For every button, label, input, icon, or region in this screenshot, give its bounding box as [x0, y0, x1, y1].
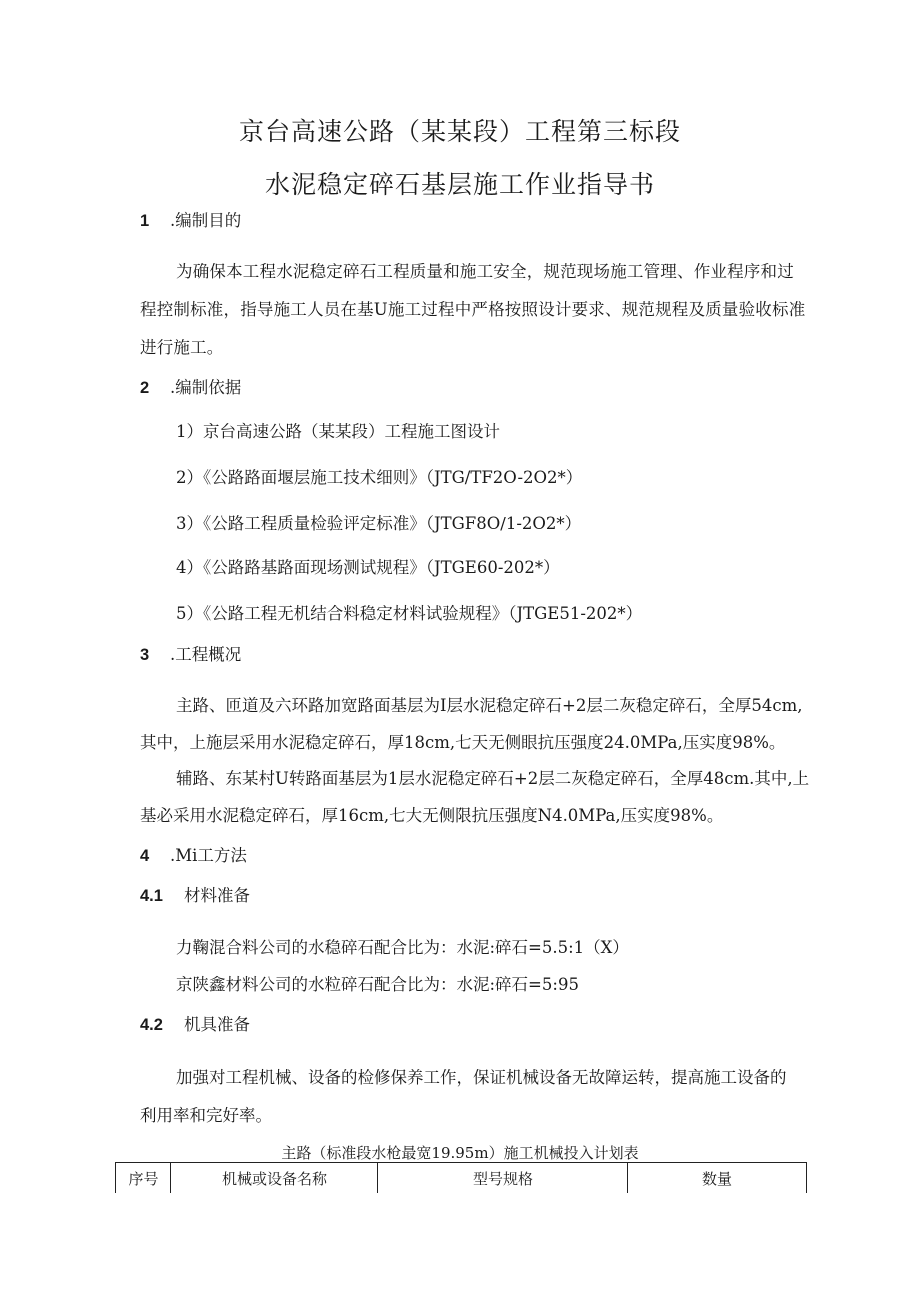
paragraph-line: 为确保本工程水泥稳定碎石工程质量和施工安全，规范现场施工管理、作业程序和过 — [176, 262, 794, 281]
document-title-project: 京台高速公路（某某段）工程第三标段 — [238, 117, 681, 146]
section-4-1-heading — [140, 886, 250, 906]
paragraph-line: 辅路、东某村U转路面基层为1层水泥稳定碎石+2层二灰稳定碎石，全厚48cm.其中,上 — [176, 769, 810, 788]
section-number: 4.1 — [140, 887, 163, 905]
section-number: 4 — [140, 847, 150, 865]
paragraph-line: 京陕鑫材料公司的水粒碎石配合比为：水泥:碎石=5:95 — [176, 975, 579, 994]
paragraph-line: 力鞠混合料公司的水稳碎石配合比为：水泥:碎石=5.5:1（X） — [176, 938, 629, 957]
paragraph-line: 利用率和完好率。 — [140, 1106, 272, 1125]
section-4-2-heading — [140, 1015, 250, 1035]
table-header-cell: 型号规格 — [377, 1163, 628, 1193]
section-label: .编制依据 — [170, 378, 242, 397]
reference-item: 5）《公路工程无机结合料稳定材料试验规程》（JTGE51-202*） — [176, 604, 643, 623]
section-4-heading — [140, 846, 247, 866]
table-caption: 主路（标准段水枪最宽19.95m）施工机械投入计划表 — [281, 1144, 639, 1162]
reference-item: 3）《公路工程质量检验评定标准》（JTGF8O∕1-2O2*） — [176, 514, 582, 533]
paragraph-line: 主路、匝道及六环路加宽路面基层为I层水泥稳定碎石+2层二灰稳定碎石，全厚54cm, — [176, 696, 803, 715]
table-header-cell: 序号 — [115, 1163, 171, 1193]
machinery-table — [115, 1162, 807, 1193]
table-header-cell: 机械或设备名称 — [170, 1163, 378, 1193]
section-number: 4.2 — [140, 1016, 163, 1034]
section-number: 2 — [140, 379, 150, 397]
section-label: 机具准备 — [184, 1015, 250, 1034]
paragraph-line: 基必采用水泥稳定碎石，厚16cm,七大无侧限抗压强度N4.0MPa,压实度98%。 — [140, 806, 724, 825]
reference-item: 1）京台高速公路（某某段）工程施工图设计 — [176, 422, 500, 441]
paragraph-line: 程控制标准，指导施工人员在基U施工过程中严格按照设计要求、规范规程及质量验收标准 — [140, 300, 806, 319]
section-number: 1 — [140, 212, 150, 230]
reference-item: 4）《公路路基路面现场测试规程》（JTGE60-202*） — [176, 558, 560, 577]
reference-item: 2）《公路路面堰层施工技术细则》（JTG/TF2O-2O2*） — [176, 468, 583, 487]
section-2-heading — [140, 378, 241, 398]
table-header-cell: 数量 — [627, 1163, 807, 1193]
section-label: .工程概况 — [170, 645, 242, 664]
paragraph-line: 加强对工程机械、设备的检修保养工作，保证机械设备无故障运转，提高施工设备的 — [176, 1068, 787, 1087]
paragraph-line: 进行施工。 — [140, 338, 224, 357]
document-title-main: 水泥稳定碎石基层施工作业指导书 — [264, 170, 655, 199]
section-label: 材料准备 — [184, 886, 250, 905]
section-label: .Mi工方法 — [170, 846, 247, 865]
section-1-heading — [140, 211, 241, 231]
paragraph-line: 其中，上施层采用水泥稳定碎石，厚18cm,七天无侧眼抗压强度24.0MPa,压实度98%。 — [140, 733, 786, 752]
section-label: .编制目的 — [170, 211, 242, 230]
section-3-heading — [140, 645, 241, 665]
section-number: 3 — [140, 646, 150, 664]
